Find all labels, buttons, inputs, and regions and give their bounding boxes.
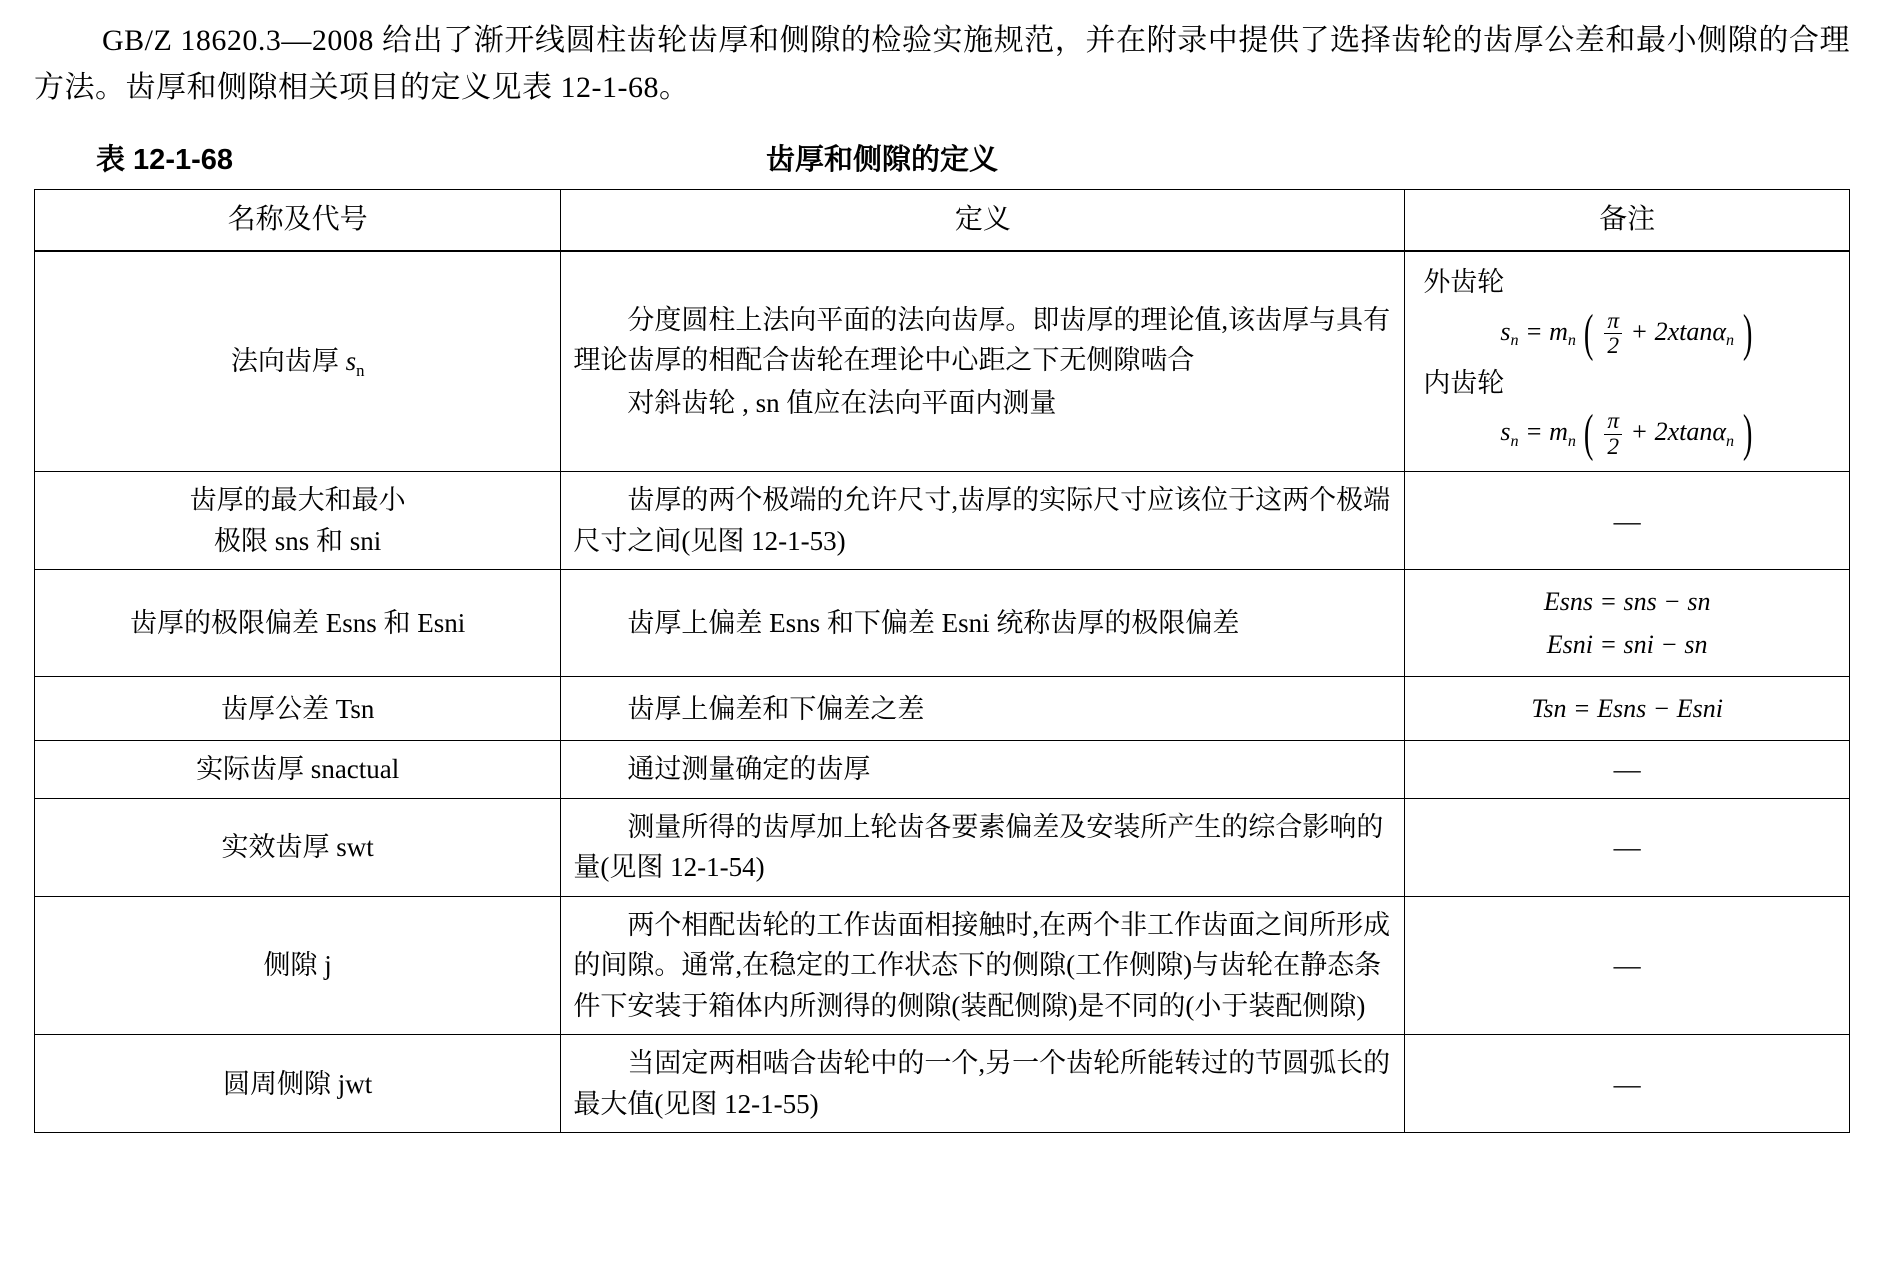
document-page bbox=[0, 18, 1884, 1282]
name-line-1: 齿厚的最大和最小 bbox=[189, 485, 406, 516]
row-note: — bbox=[1405, 472, 1850, 570]
name-line-2: 极限 sns 和 sni bbox=[214, 525, 382, 556]
column-header-name: 名称及代号 bbox=[35, 190, 561, 252]
row-definition: 齿厚的两个极端的允许尺寸,齿厚的实际尺寸应该位于这两个极端尺寸之间(见图 12-1-53) bbox=[561, 472, 1405, 570]
table-caption-title: 齿厚和侧隙的定义 bbox=[765, 144, 998, 176]
formula-esni: Esni = sni − sn bbox=[1546, 630, 1708, 660]
row-definition: 齿厚上偏差 Esns 和下偏差 Esni 统称齿厚的极限偏差 bbox=[561, 570, 1405, 677]
intro-text: GB/Z 18620.3—2008 给出了渐开线圆柱齿轮齿厚和侧隙的检验实施规范，并在附录中提供了选择齿轮的齿厚公差和最小侧隙的合理方法。齿厚和侧隙相关项目的定义见表 12-1-68。 bbox=[34, 24, 1850, 104]
symbol-sub-n: n bbox=[356, 361, 365, 381]
row-definition: 测量所得的齿厚加上轮齿各要素偏差及安装所产生的综合影响的量(见图 12-1-54) bbox=[561, 798, 1405, 896]
table-row bbox=[35, 1035, 1850, 1133]
definition-line-2: 对斜齿轮 , sn 值应在法向平面内测量 bbox=[627, 387, 1057, 418]
formula-esns: Esns = sns − sn bbox=[1543, 587, 1711, 617]
row-definition: 通过测量确定的齿厚 bbox=[561, 741, 1405, 799]
row-name-actual-thickness: 实际齿厚 snactual bbox=[35, 741, 561, 799]
symbol-s: s bbox=[345, 346, 357, 377]
table-row bbox=[35, 472, 1850, 570]
row-name-normal-tooth-thickness: 法向齿厚 $s_n$ bbox=[35, 251, 561, 472]
row-definition: 齿厚上偏差和下偏差之差 bbox=[561, 677, 1405, 741]
note-label-internal-gear: 内齿轮 bbox=[1423, 367, 1505, 398]
row-name-thickness-deviations: 齿厚的极限偏差 Esns 和 Esni bbox=[35, 570, 561, 677]
table-row bbox=[35, 677, 1850, 741]
table-caption-number: 表 12-1-68 bbox=[96, 144, 234, 176]
row-note: — bbox=[1405, 798, 1850, 896]
table-row bbox=[35, 896, 1850, 1035]
row-note: — bbox=[1405, 896, 1850, 1035]
row-note bbox=[1405, 251, 1850, 472]
row-definition: 两个相配齿轮的工作齿面相接触时,在两个非工作齿面之间所形成的间隙。通常,在稳定的工作状态下的侧隙(工作侧隙)与齿轮在静态条件下安装于箱体内所测得的侧隙(装配侧隙)是不同的(小于装配侧隙) bbox=[561, 896, 1405, 1035]
table-row bbox=[35, 251, 1850, 472]
row-note: — bbox=[1405, 741, 1850, 799]
row-name-circumferential-backlash: 圆周侧隙 jwt bbox=[35, 1035, 561, 1133]
row-name-backlash: 侧隙 j bbox=[35, 896, 561, 1035]
table-caption bbox=[34, 137, 1850, 179]
definitions-table bbox=[34, 189, 1850, 1133]
formula-internal-gear: $s_n = m_n$ ( $\frac{\pi}{2}$ + 2xtanα$_n$ ) bbox=[1500, 405, 1753, 463]
note-label-external-gear: 外齿轮 bbox=[1423, 267, 1505, 297]
column-header-note: 备注 bbox=[1405, 190, 1850, 252]
column-header-definition: 定义 bbox=[561, 190, 1405, 252]
row-name-thickness-tolerance: 齿厚公差 Tsn bbox=[35, 677, 561, 741]
row-name-tooth-thickness-limits bbox=[35, 472, 561, 570]
row-note bbox=[1405, 677, 1850, 741]
row-name-effective-thickness: 实效齿厚 swt bbox=[35, 798, 561, 896]
table-row bbox=[35, 570, 1850, 677]
table-row bbox=[35, 741, 1850, 799]
row-note bbox=[1405, 570, 1850, 677]
row-definition bbox=[561, 251, 1405, 472]
definition-line-1: 分度圆柱上法向平面的法向齿厚。即齿厚的理论值,该齿厚与具有理论齿厚的相配合齿轮在理论中心距之下无侧隙啮合 bbox=[573, 304, 1391, 376]
row-definition: 当固定两相啮合齿轮中的一个,另一个齿轮所能转过的节圆弧长的最大值(见图 12-1-55) bbox=[561, 1035, 1405, 1133]
row-note: — bbox=[1405, 1035, 1850, 1133]
formula-external-gear: $s_n = m_n$ ( $\frac{\pi}{2}$ + 2xtanα$_n$ ) bbox=[1500, 304, 1753, 362]
table-row bbox=[35, 798, 1850, 896]
intro-paragraph bbox=[34, 18, 1850, 111]
table-header-row bbox=[35, 190, 1850, 252]
formula-tsn: Tsn = Esns − Esni bbox=[1531, 694, 1723, 724]
